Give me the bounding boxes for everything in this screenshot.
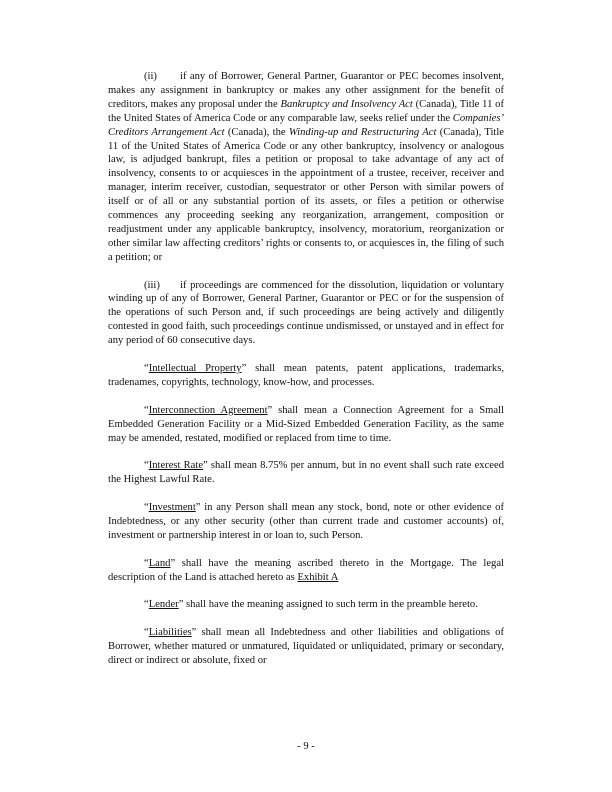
- definition-investment: “Investment” in any Person shall mean any stock, bond, note or other evidence of Indebtedness, or any other security (other than current trade and customer accounts) of, investment or partnership interest in or loan to, such Person.: [108, 502, 504, 541]
- definition-interest-rate: “Interest Rate” shall mean 8.75% per annum, but in no event shall such rate exceed the Highest Lawful Rate.: [108, 460, 504, 486]
- statute-title: Companies’ Creditors Arrangement Act: [108, 112, 504, 138]
- defined-term: Interest Rate: [148, 460, 204, 472]
- definition-intellectual-property: “Intellectual Property” shall mean patents, patent applications, trademarks, tradenames, copyrights, technology, know-how, and processes.: [108, 363, 504, 388]
- defined-term: Land: [148, 557, 171, 569]
- clause-ii: (ii) if any of Borrower, General Partner, Guarantor or PEC becomes insolvent, makes any assignment in bankruptcy or makes any other assignment for the benefit of creditors, makes any proposal under the Bankruptcy and Insolvency Act (Canada), Title 11 of the United States of America Code or any comparable law, seeks relief under the Companies’ Creditors Arrangement Act (Canada), the Winding-up and Restructuring Act (Canada), Title 11 of the United States of America Code or any other bankruptcy, insolvency or analogous law, is adjudged bankrupt, files a petition or proposal to take advantage of any act of insolvency, consents to or acquiesces in the appointment of a trustee, receiver, receiver and manager, interim receiver, custodian, sequestrator or other Person with similar powers of itself or of all or any substantial portion of its assets, or files a petition or otherwise commences any proceeding seeking any reorganization, arrangement, composition or readjustment under any applicable bankruptcy, insolvency, moratorium, reorganization or other similar law affecting creditors’ rights or consents to, or acquiesces in, the filing of such a petition; or: [108, 71, 505, 263]
- document-page: [108, 70, 504, 682]
- clause-number: (ii): [144, 71, 157, 82]
- exhibit-reference: Exhibit A: [297, 571, 339, 583]
- page-number: - 9 -: [297, 741, 315, 752]
- clause-iii: (iii) if proceedings are commenced for the dissolution, liquidation or voluntary winding up of any of Borrower, General Partner, Guarantor or PEC or for the suspension of the operations of such Person and, if such proceedings are being actively and diligently contested in good faith, such proceedings continue undismissed, or unstayed and in effect for any period of 60 consecutive days.: [108, 279, 504, 347]
- clause-number: (iii): [144, 279, 160, 291]
- defined-term: Lender: [148, 599, 179, 611]
- defined-term: Intellectual Property: [148, 363, 242, 374]
- definition-liabilities: “Liabilities” shall mean all Indebtedness and other liabilities and obligations of Borrower, whether matured or unmatured, liquidated or unliquidated, primary or secondary, direct or indirect or absolute, fixed or: [108, 627, 504, 666]
- definition-land: “Land” shall have the meaning ascribed thereto in the Mortgage. The legal description of the Land is attached hereto as Exhibit A: [108, 557, 504, 583]
- statute-title: Bankruptcy and Insolvency Act: [280, 98, 413, 110]
- defined-term: Interconnection Agreement: [148, 404, 268, 416]
- definition-lender: “Lender” shall have the meaning assigned to such term in the preamble hereto.: [144, 599, 478, 611]
- defined-term: Investment: [148, 502, 196, 514]
- defined-term: Liabilities: [148, 627, 192, 639]
- definition-interconnection-agreement: “Interconnection Agreement” shall mean a Connection Agreement for a Small Embedded Generation Facility or a Mid-Sized Embedded Generation Facility, as the same may be amended, restated, modified or replaced from time to time.: [108, 404, 504, 444]
- statute-title: Winding-up and Restructuring Act: [288, 126, 437, 138]
